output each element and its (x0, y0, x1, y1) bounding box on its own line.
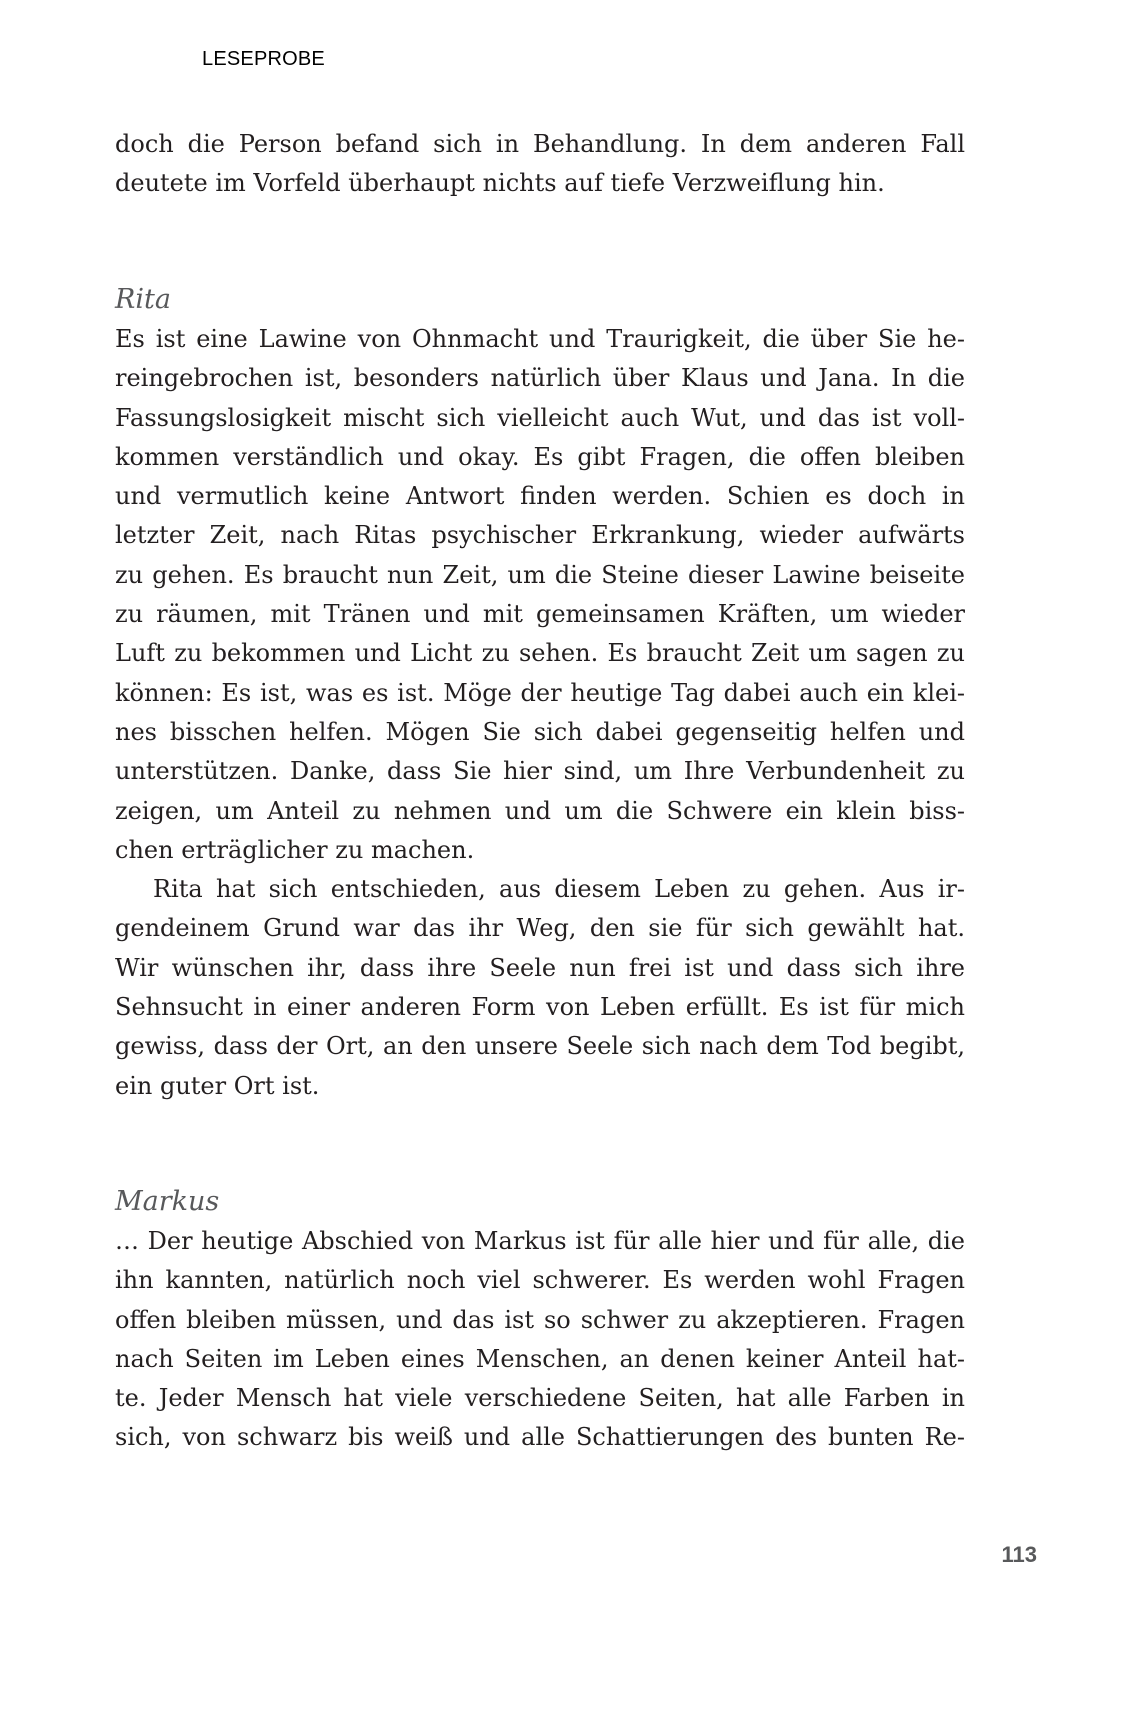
text-line: Es ist eine Lawine von Ohnmacht und Traurigkeit, die über Sie he- (115, 325, 965, 353)
page-number: 113 (1001, 1542, 1037, 1567)
text-line: zu räumen, mit Tränen und mit gemeinsamen Kräften, um wieder (115, 600, 965, 629)
text-line: Sehnsucht in einer anderen Form von Leben erfüllt. Es ist für mich (115, 993, 965, 1022)
text-line: zu gehen. Es braucht nun Zeit, um die Steine dieser Lawine beiseite (115, 560, 965, 589)
text-line: te. Jeder Mensch hat viele verschiedene Seiten, hat alle Farben in (115, 1384, 965, 1413)
text-line: kommen verständlich und okay. Es gibt Fragen, die offen bleiben (115, 442, 965, 471)
text-line: unterstützen. Danke, dass Sie hier sind, um Ihre Verbundenheit zu (115, 757, 965, 786)
text-line: nes bisschen helfen. Mögen Sie sich dabei gegenseitig helfen und (115, 717, 965, 746)
paragraph (115, 1222, 965, 1458)
text-line: Luft zu bekommen und Licht zu sehen. Es braucht Zeit um sagen zu (115, 639, 965, 668)
section-rita (115, 280, 965, 1106)
page-header: LESEPROBE (202, 48, 325, 70)
text-line: chen erträglicher zu machen. (115, 835, 475, 864)
text-line: … Der heutige Abschied von Markus ist für alle hier und für alle, die (115, 1227, 965, 1255)
text-line: gendeinem Grund war das ihr Weg, den sie für sich gewählt hat. (115, 914, 965, 943)
text-line: nach Seiten im Leben eines Menschen, an denen keiner Anteil hat- (115, 1344, 965, 1373)
text-line: Fassungslosigkeit mischt sich vielleicht auch Wut, und das ist voll- (115, 403, 965, 432)
text-line: offen bleiben müssen, und das ist so schwer zu akzeptieren. Fragen (115, 1305, 965, 1334)
text-line: reingebrochen ist, besonders natürlich über Klaus und Jana. In die (115, 364, 965, 393)
text-line: Rita hat sich entschieden, aus diesem Leben zu gehen. Aus ir- (153, 875, 965, 904)
text-line: doch die Person befand sich in Behandlung. In dem anderen Fall (115, 130, 965, 158)
text-line: Wir wünschen ihr, dass ihre Seele nun frei ist und dass sich ihre (115, 953, 965, 982)
text-line: ein guter Ort ist. (115, 1071, 320, 1100)
text-line: können: Es ist, was es ist. Möge der heutige Tag dabei auch ein klei- (115, 678, 965, 707)
text-line: ihn kannten, natürlich noch viel schwerer. Es werden wohl Fragen (115, 1266, 965, 1295)
intro-paragraph (115, 125, 965, 204)
section-heading: Rita (115, 284, 171, 315)
text-line: gewiss, dass der Ort, an den unsere Seele sich nach dem Tod begibt, (115, 1032, 965, 1061)
section-heading: Markus (115, 1186, 220, 1217)
paragraph (115, 870, 965, 1106)
text-line: letzter Zeit, nach Ritas psychischer Erkrankung, wieder aufwärts (115, 521, 965, 550)
text-line: deutete im Vorfeld überhaupt nichts auf tiefe Verzweiflung hin. (115, 169, 885, 198)
paragraph (115, 320, 965, 870)
text-line: und vermutlich keine Antwort finden werden. Schien es doch in (115, 482, 965, 511)
section-markus (115, 1182, 965, 1458)
text-line: sich, von schwarz bis weiß und alle Schattierungen des bunten Re- (115, 1423, 965, 1452)
text-line: zeigen, um Anteil zu nehmen und um die Schwere ein klein biss- (115, 796, 965, 825)
